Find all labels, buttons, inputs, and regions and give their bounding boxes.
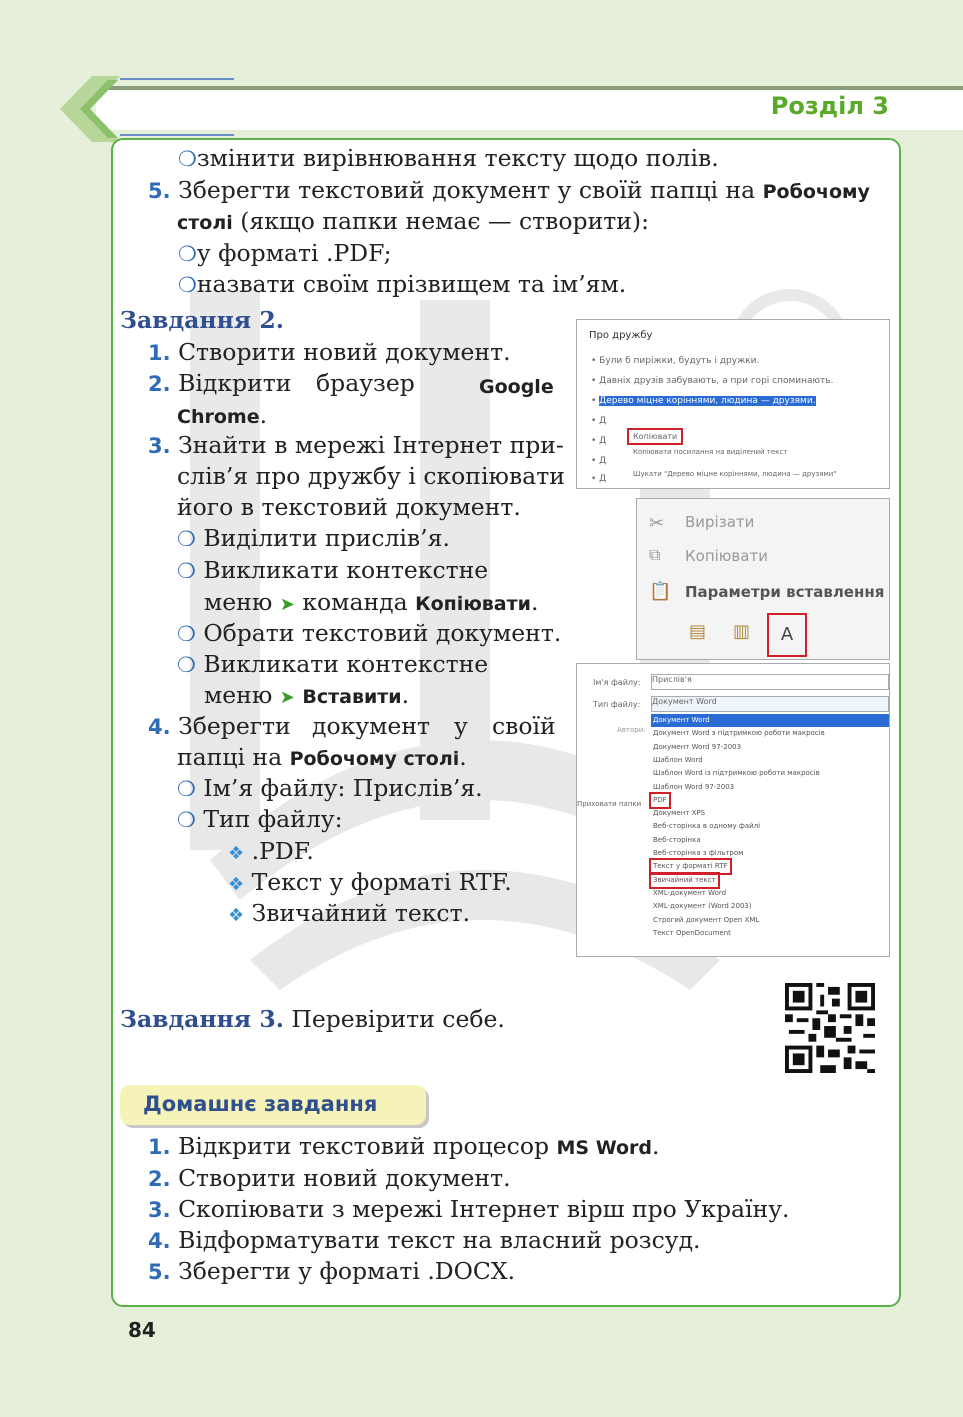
item-text: у форматі .PDF; [196,239,392,267]
item-text: (якщо папки немає — створити): [232,207,649,235]
item-text: Відформатувати текст на власний розсуд. [178,1226,701,1254]
item-text: Ім’я файлу: Прислів’я. [203,774,483,802]
list-item [148,368,291,400]
filename-label: Ім'я файлу: [593,678,641,687]
item-bold [177,400,267,433]
paste-text-only-icon[interactable]: A [767,613,807,657]
paste-merge-format-icon[interactable]: ▥ [733,621,751,642]
item-bold: Робочому столі [289,748,460,770]
browser-screenshot [576,319,890,489]
item-text: .PDF. [251,837,314,865]
list-item-cont [177,206,649,239]
hide-folders-button[interactable]: Приховати папки [577,800,642,808]
list-item [178,143,719,175]
item-number: 3. [148,1198,171,1222]
shot-row-selected: Дерево міцне коріннями, людина — друзями. [599,396,816,406]
item-text: меню [204,681,280,709]
circle-bullet-icon: ❍ [178,147,197,171]
arrow-right-icon: ➤ [279,594,295,615]
item-text: Виділити прислів’я. [203,524,450,552]
filetype-value: Документ Word [652,697,717,706]
item-text: Звичайний текст. [251,899,471,927]
item-number: 2. [148,372,171,396]
item-text: команда [294,588,416,616]
circle-bullet-icon: ❍ [177,808,196,832]
filename-input[interactable] [651,674,889,690]
item-text: Створити новий документ. [178,338,511,366]
filetype-option[interactable]: Шаблон Word [653,755,703,764]
filetype-option[interactable]: Документ Word [651,714,889,727]
save-dialog-screenshot [576,663,890,957]
filetype-option[interactable]: Веб-сторінка [653,835,701,844]
item-number: 1. [148,341,171,365]
filetype-option[interactable]: Документ Word з підтримкою роботи макросів [653,729,825,738]
cut-menu-item[interactable]: Вирізати [685,513,755,531]
list-item [178,269,626,301]
item-text: Створити новий документ. [178,1164,511,1192]
paste-keep-format-icon[interactable]: ▤ [689,621,707,642]
filetype-option[interactable]: Документ Word 97-2003 [653,742,742,751]
homework-item [148,1194,790,1226]
filetype-option[interactable]: XML-документ Word [653,888,727,897]
shot-row: • Д [591,416,607,426]
list-item [177,618,561,650]
list-item [178,238,392,270]
homework-item [148,1163,511,1195]
list-item [177,523,450,555]
author-label: Автори: [617,726,646,734]
list-item [148,430,564,462]
item-number: 4. [148,715,171,739]
homework-label: Домашнє завдання [143,1092,378,1116]
list-item [177,555,488,587]
item-bold: Копіювати [415,593,531,615]
shot-heading: Про дружбу [589,330,653,341]
item-bold: столі [177,212,233,234]
item-text: . [259,401,268,429]
item-text: . [401,681,410,709]
list-item [148,337,511,369]
shot-row: • Д [591,474,607,484]
homework-item [148,1225,701,1257]
shot-row: • Д [591,436,607,446]
item-text: слів’я про дружбу і скопіювати [177,462,565,490]
filetype-select[interactable] [651,696,889,712]
filetype-option[interactable]: Документ XPS [653,809,706,818]
task3-text: Перевірити себе. [283,1005,505,1033]
list-item [228,867,512,900]
item-text: документ [312,712,430,740]
filetype-option[interactable]: Строгий документ Open XML [653,915,760,924]
item-bold-text: Google [479,376,554,398]
shot-row-text: Давніх друзів забувають, а при горі споминають. [599,376,834,386]
item-text: змінити вирівнювання тексту щодо полів. [196,144,719,172]
item-text: Текст у форматі RTF. [251,868,512,896]
list-item [148,711,291,743]
item-bold [479,370,554,403]
filetype-option[interactable]: Звичайний текст [651,874,718,887]
arrow-right-icon: ➤ [279,687,295,708]
item-text: Знайти в мережі Інтернет при- [178,431,564,459]
item-number: 5. [148,1260,171,1284]
task3 [120,1004,505,1035]
item-text: Скопіювати з мережі Інтернет вірш про Україну. [178,1195,790,1223]
paste-options-label: Параметри вставлення [685,583,885,601]
filetype-option[interactable]: Веб-сторінка в одному файлі [653,822,761,831]
item-text: Зберегти текстовий документ у своїй папці на [178,176,763,204]
list-item [228,836,314,869]
filetype-option[interactable]: XML-документ (Word 2003) [653,902,752,911]
section-title: Розділ 3 [770,92,889,120]
task2-title: Завдання 2. [120,306,284,334]
item-text: браузер [316,369,415,397]
copy-menu-item[interactable]: Копіювати [685,547,768,565]
item-bold: Робочому [762,181,870,203]
circle-bullet-icon: ❍ [177,622,196,646]
item-text: Тип файлу: [203,805,343,833]
item-text: у [454,712,468,740]
copy-menu-item[interactable]: Копіювати [627,428,683,445]
context-menu-screenshot [636,498,890,660]
shot-row: • Дерево міцне коріннями, людина — друзями. [591,396,816,406]
item-bold: Вставити [302,686,402,708]
item-number: 3. [148,434,171,458]
list-item-cont [177,742,467,775]
item-text: . [459,743,467,771]
diamond-bullet-icon: ❖ [228,843,245,864]
filetype-option[interactable]: Шаблон Word 97-2003 [653,782,735,791]
shot-row: • Були б пиріжки, будуть і дружки. [591,356,760,366]
qr-code-icon[interactable] [784,983,876,1073]
homework-item [148,1256,515,1288]
item-text: . [652,1132,660,1160]
list-item [148,175,870,208]
item-text: Викликати контекстне [203,556,489,584]
item-text: його в текстовий документ. [177,493,521,521]
item-number: 5. [148,179,171,203]
item-text: Відкрити текстовий процесор [178,1132,557,1160]
list-item-cont [204,680,409,713]
diamond-bullet-icon: ❖ [228,874,245,895]
scissors-icon: ✂ [649,513,665,534]
list-item [177,804,343,836]
circle-bullet-icon: ❍ [177,777,196,801]
item-bold-text: Chrome [177,406,260,428]
circle-bullet-icon: ❍ [177,559,196,583]
item-text: своїй [492,712,556,740]
item-bold: MS Word [556,1137,653,1159]
shot-row: • Д [591,456,607,466]
item-number: 4. [148,1229,171,1253]
item-text: Обрати текстовий документ. [203,619,562,647]
item-text: Викликати контекстне [203,650,489,678]
list-item [177,773,483,805]
filetype-label: Тип файлу: [593,700,641,709]
filetype-option[interactable]: Текст OpenDocument [653,928,731,937]
shot-row-text: Були б пиріжки, будуть і дружки. [599,356,760,366]
item-text: папці на [177,743,290,771]
diamond-bullet-icon: ❖ [228,905,245,926]
shot-menu-item: Шукати "Дерево міцне коріннями, людина — друзями" [633,470,837,478]
filetype-option[interactable]: Веб-сторінка з фільтром [653,849,744,857]
item-number: 1. [148,1135,171,1159]
item-text: Зберегти у форматі .DOCX. [178,1257,516,1285]
list-item-cont [204,587,538,620]
item-text: Зберегти [178,712,291,740]
list-item [177,649,488,681]
homework-item [148,1131,660,1164]
filetype-option[interactable]: Текст у форматі RTF [651,860,730,873]
shot-row: • Давніх друзів забувають, а при горі споминають. [591,376,834,386]
item-text: меню [204,588,280,616]
circle-bullet-icon: ❍ [177,653,196,677]
item-text: . [530,588,539,616]
circle-bullet-icon: ❍ [178,273,197,297]
item-text: назвати своїм прізвищем та ім’ям. [196,270,627,298]
item-number: 2. [148,1167,171,1191]
page-number: 84 [128,1318,156,1342]
item-text: Відкрити [178,369,292,397]
clipboard-icon: 📋 [649,581,672,602]
filename-value: Прислів'я [652,675,692,684]
task3-title: Завдання 3. [120,1005,284,1033]
filetype-option[interactable]: PDF [651,794,669,807]
list-item [228,898,470,931]
filetype-option[interactable]: Шаблон Word із підтримкою роботи макросів [653,769,820,778]
circle-bullet-icon: ❍ [177,527,196,551]
copy-icon: ⧉ [649,545,661,564]
circle-bullet-icon: ❍ [178,242,197,266]
shot-menu-item: Копіювати посилання на виділений текст [633,448,788,456]
